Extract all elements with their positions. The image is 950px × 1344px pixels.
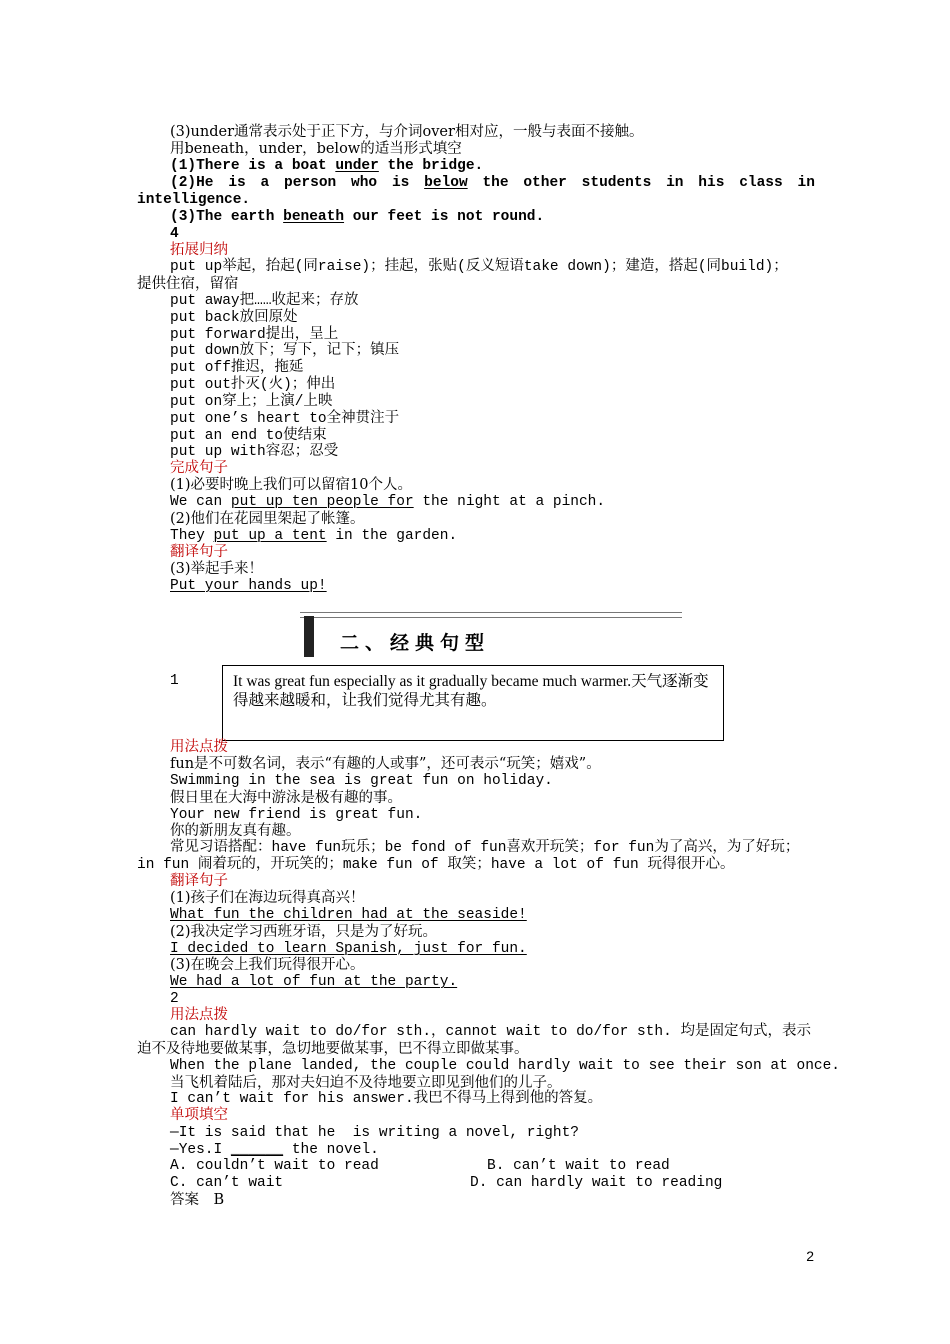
phrase-item: put an end to使结束 — [170, 428, 327, 444]
section-heading: 翻译句子 — [170, 873, 228, 889]
phrase-item: put one’s heart to全神贯注于 — [170, 411, 400, 427]
phrase-item: put down放下；写下，记下；镇压 — [170, 343, 400, 359]
phrase-item: put forward提出，呈上 — [170, 327, 339, 343]
section-heading: 拓展归纳 — [170, 242, 228, 258]
text-line: 用beneath，under，below的适当形式填空 — [170, 141, 462, 157]
text-line: (2)我决定学习西班牙语，只是为了好玩。 — [170, 924, 438, 940]
text-line: 常见习语搭配：have fun玩乐；be fond of fun喜欢开玩笑；for fun为了高兴，为了好玩； — [170, 840, 800, 856]
exercise-line: (2)He is a person who is below the other students in his class in — [170, 175, 815, 191]
text-line: 提供住宿，留宿 — [137, 276, 239, 292]
answer-line: They put up a tent in the garden. — [170, 528, 458, 544]
section-heading: 翻译句子 — [170, 544, 228, 560]
phrase-item: put back放回原处 — [170, 310, 298, 326]
key-sentence-box: It was great fun especially as it gradually became much warmer.天气逐渐变得越来越暖和，让我们觉得尤其有趣。 — [222, 665, 724, 741]
text-line: 当飞机着陆后，那对夫妇迫不及待地要立即见到他们的儿子。 — [170, 1075, 562, 1091]
answer-line: What fun the children had at the seaside! — [170, 907, 527, 923]
answer-line: We can put up ten people for the night at a pinch. — [170, 494, 606, 510]
item-number: 4 — [170, 226, 179, 242]
text-line: (3)under通常表示处于正下方，与介词over相对应，一般与表面不接触。 — [170, 124, 644, 140]
option-c: C. can’t wait — [170, 1175, 284, 1191]
text-line: When the plane landed, the couple could hardly wait to see their son at once. — [170, 1058, 841, 1074]
text-line: 你的新朋友真有趣。 — [170, 823, 301, 839]
exercise-line: intelligence. — [137, 192, 251, 208]
text-line: 迫不及待地要做某事，急切地要做某事，巴不得立即做某事。 — [137, 1041, 529, 1057]
answer-line: Put your hands up! — [170, 578, 327, 594]
text-line: (1)孩子们在海边玩得真高兴！ — [170, 890, 365, 906]
section-heading: 完成句子 — [170, 460, 228, 476]
text-line: (1)必要时晚上我们可以留宿10个人。 — [170, 477, 412, 493]
section-rule — [300, 612, 682, 618]
text-line: (3)举起手来！ — [170, 561, 264, 577]
option-d: D. can hardly wait to reading — [470, 1175, 723, 1191]
section-heading: 用法点拨 — [170, 1007, 228, 1023]
answer-line: I decided to learn Spanish, just for fun. — [170, 941, 527, 957]
phrase-item: put on穿上；上演/上映 — [170, 394, 333, 410]
section-heading: 用法点拨 — [170, 739, 228, 755]
section-title: 二、经典句型 — [340, 632, 491, 654]
section-header — [300, 612, 682, 657]
phrase-item: put out扑灭(火)；伸出 — [170, 377, 336, 393]
exercise-line: (1)There is a boat under the bridge. — [170, 158, 484, 174]
question-line: —Yes.I ______ the novel. — [170, 1142, 379, 1158]
text-line: I can’t wait for his answer.我巴不得马上得到他的答复。 — [170, 1091, 603, 1107]
question-line: —It is said that he is writing a novel, right? — [170, 1125, 579, 1141]
item-number: 1 — [170, 673, 179, 689]
text-line: Swimming in the sea is great fun on holiday. — [170, 773, 553, 789]
section-bar — [304, 616, 314, 657]
option-a: A. couldn’t wait to read — [170, 1158, 379, 1174]
phrase-item: put away把……收起来；存放 — [170, 293, 359, 309]
item-number: 2 — [170, 991, 179, 1007]
answer-line: We had a lot of fun at the party. — [170, 974, 458, 990]
text-line: fun是不可数名词，表示“有趣的人或事”，还可表示“玩笑；嬉戏”。 — [170, 756, 601, 772]
text-line: put up举起，抬起(同raise)；挂起，张贴(反义短语take down)；建造，搭起(同build)； — [170, 259, 788, 275]
exercise-line: (3)The earth beneath our feet is not round. — [170, 209, 545, 225]
page-number: 2 — [806, 1248, 814, 1264]
text-line: 假日里在大海中游泳是极有趣的事。 — [170, 790, 402, 806]
answer-blank: ______ — [230, 1142, 284, 1158]
section-heading: 单项填空 — [170, 1107, 228, 1123]
text-line: in fun 闹着玩的，开玩笑的；make fun of 取笑；have a lot of fun 玩得很开心。 — [137, 857, 735, 873]
phrase-item: put up with容忍；忍受 — [170, 444, 339, 460]
text-line: can hardly wait to do/for sth.，cannot wait to do/for sth. 均是固定句式，表示 — [170, 1024, 811, 1040]
text-line: (2)他们在花园里架起了帐篷。 — [170, 511, 365, 527]
option-b: B. can’t wait to read — [487, 1158, 670, 1174]
phrase-item: put off推迟，拖延 — [170, 360, 304, 376]
text-line: Your new friend is great fun. — [170, 807, 423, 823]
text-line: (3)在晚会上我们玩得很开心。 — [170, 957, 365, 973]
answer-key: 答案 B — [170, 1192, 225, 1208]
